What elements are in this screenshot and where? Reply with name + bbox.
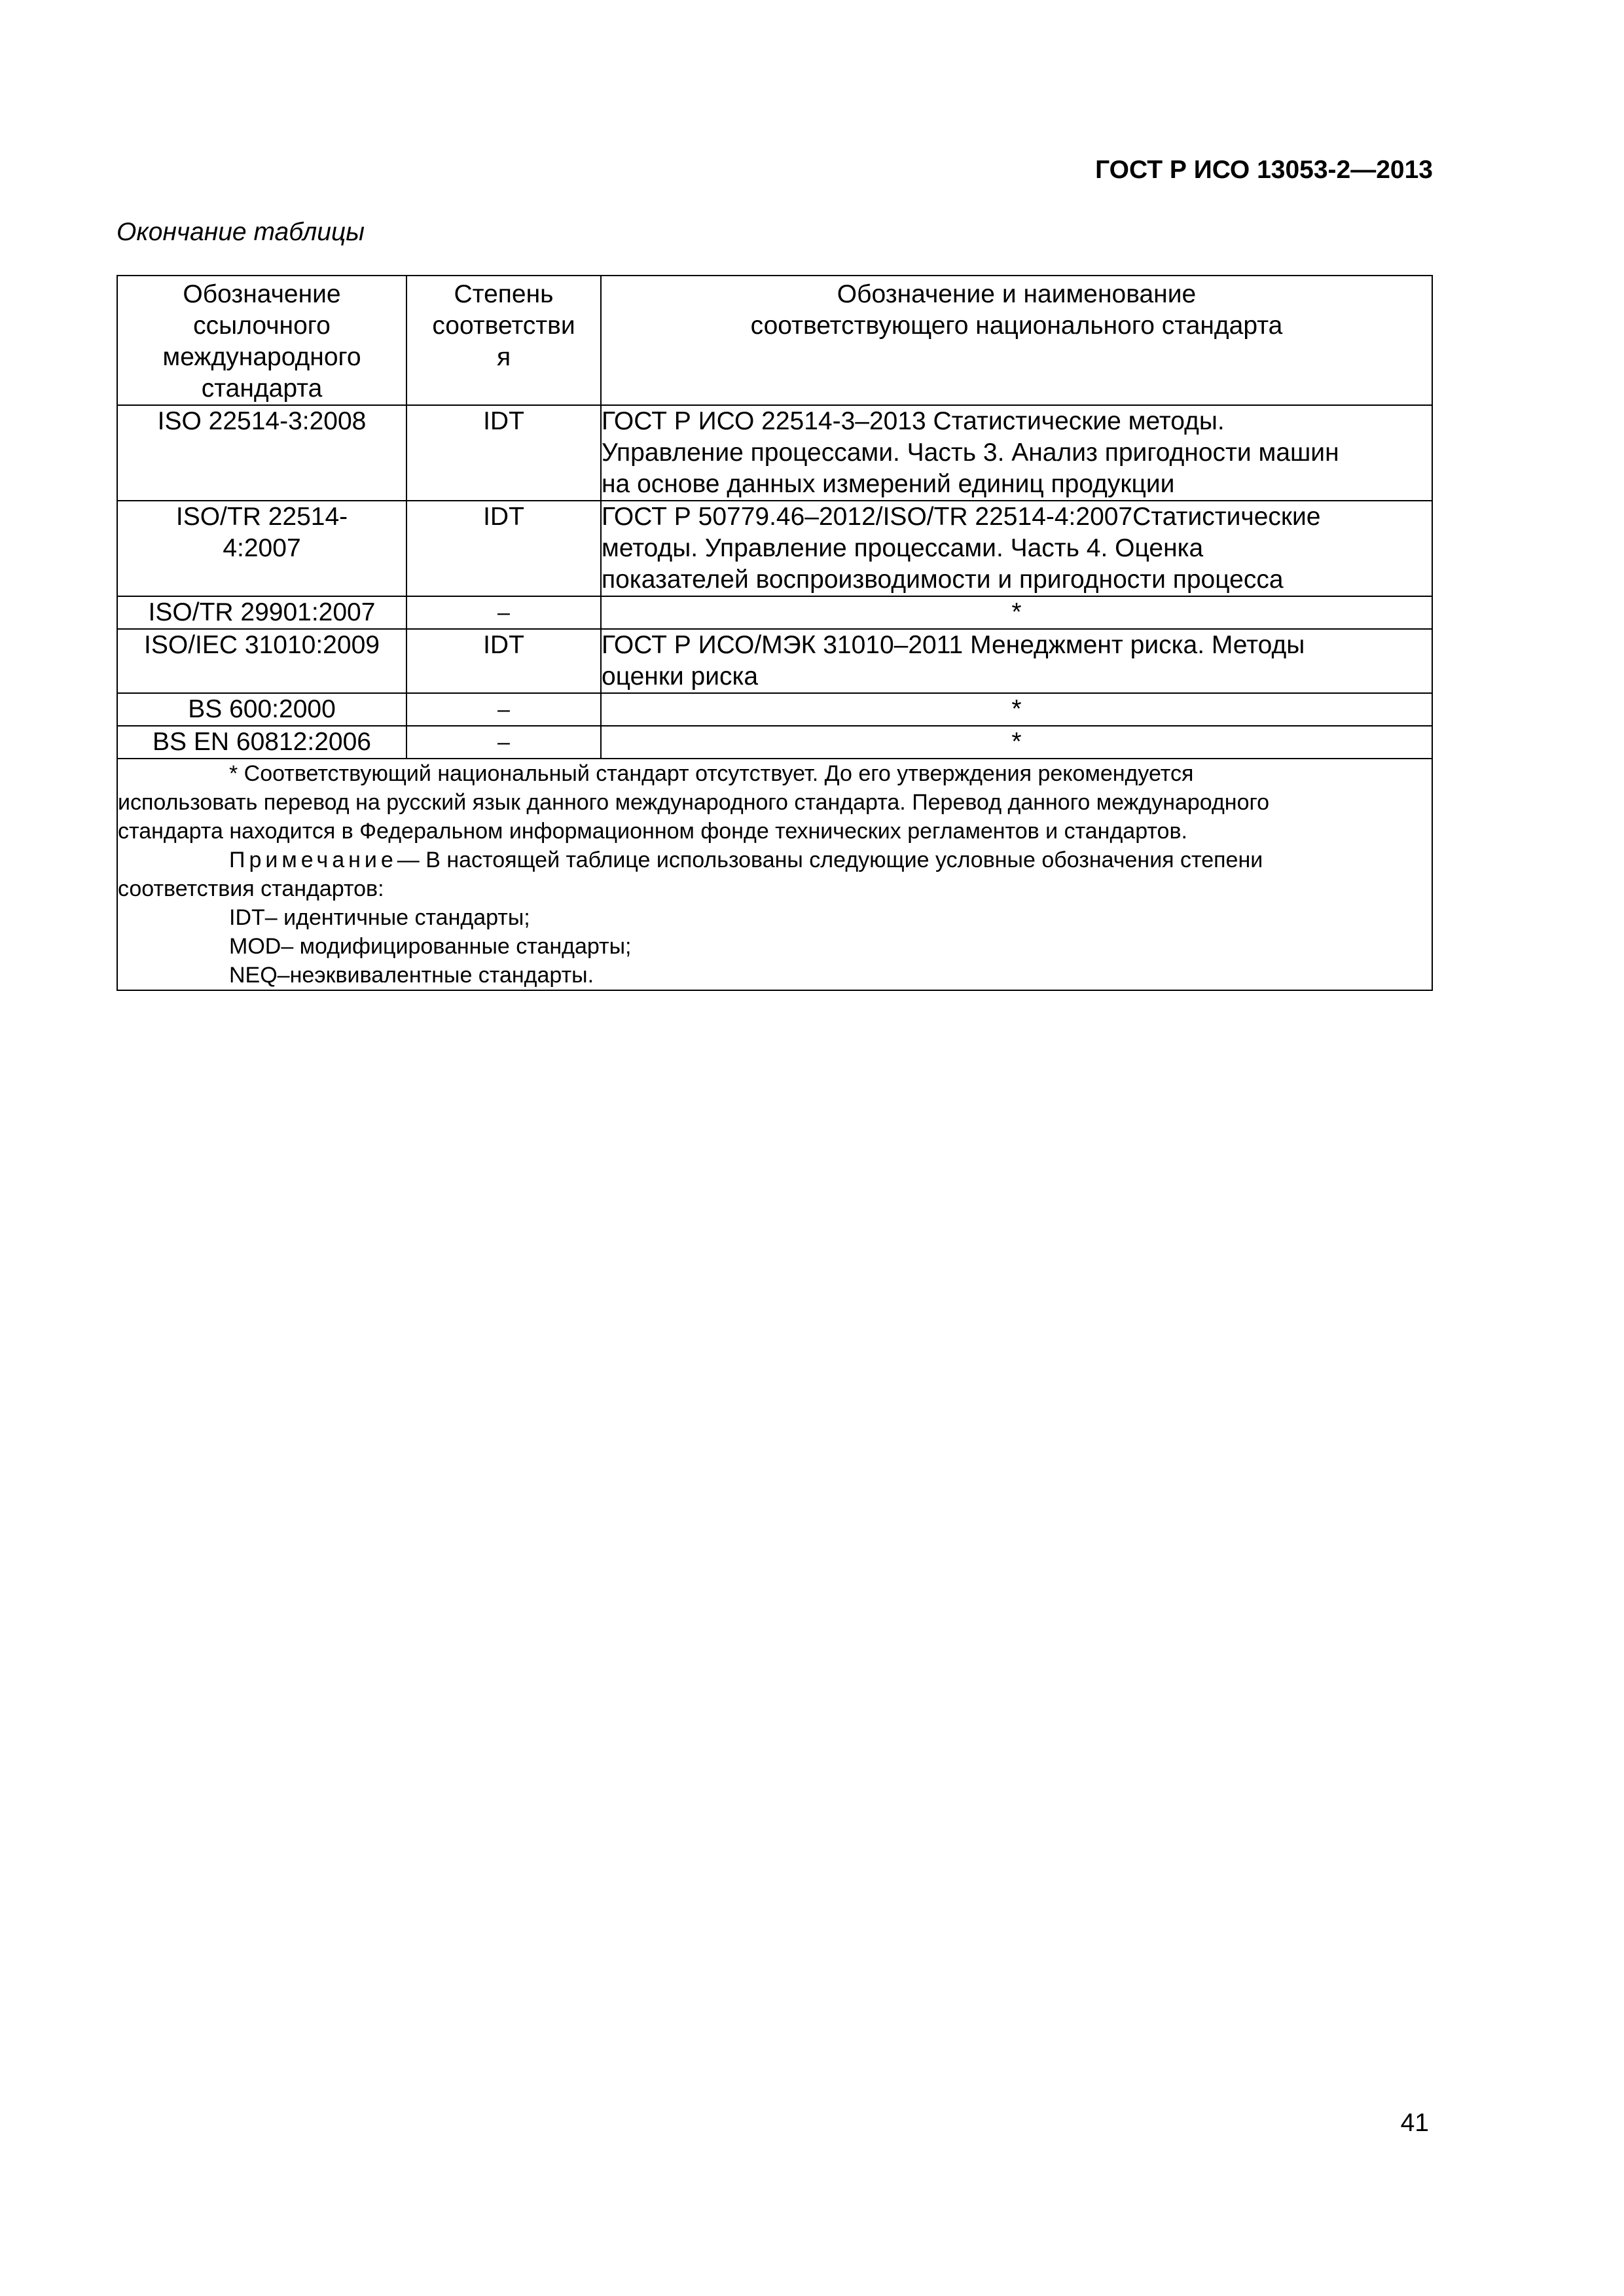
note-line: [118, 846, 1432, 874]
national-standard-cell: ГОСТ Р ИСО 22514-3–2013 Статистические методы. Управление процессами. Часть 3. Анализ пригодности машин на основе данных измерений единиц продукции: [601, 405, 1432, 501]
footnote-line: использовать перевод на русский язык данного международного стандарта. Перевод данного международного: [118, 790, 1270, 815]
table-row: [117, 629, 1432, 693]
national-standard-cell: *: [601, 596, 1432, 629]
header-degree-of-conformity: Степень соответстви я: [406, 276, 601, 405]
header-national-standard: Обозначение и наименование соответствующего национального стандарта: [601, 276, 1432, 405]
degree-cell: –: [406, 726, 601, 759]
national-standard-cell: *: [601, 726, 1432, 759]
intl-standard-cell: ISO 22514-3:2008: [117, 405, 406, 501]
degree-cell: IDT: [406, 629, 601, 693]
document-code-header: ГОСТ Р ИСО 13053-2—2013: [1095, 156, 1433, 184]
degree-cell: IDT: [406, 501, 601, 596]
national-standard-cell: *: [601, 693, 1432, 726]
national-standard-cell: ГОСТ Р 50779.46–2012/ISO/TR 22514-4:2007Статистические методы. Управление процессами. Часть 4. Оценка показателей воспроизводимости и пригодности процесса: [601, 501, 1432, 596]
footnote-star-line: * Соответствующий национальный стандарт отсутствует. До его утверждения рекомендуется: [229, 761, 1194, 786]
degree-cell: –: [406, 693, 601, 726]
footnote-line: стандарта находится в Федеральном информационном фонде технических регламентов и стандартов.: [118, 819, 1187, 844]
page-number: 41: [1400, 2109, 1429, 2137]
degree-cell: –: [406, 596, 601, 629]
table-row: [117, 726, 1432, 759]
table-footnote-row: [117, 759, 1432, 990]
table-footnote: [117, 759, 1432, 990]
intl-standard-cell: ISO/TR 22514- 4:2007: [117, 501, 406, 596]
table-row: [117, 501, 1432, 596]
intl-standard-cell: BS EN 60812:2006: [117, 726, 406, 759]
note-text: — В настоящей таблице использованы следующие условные обозначения степени: [397, 848, 1263, 872]
header-international-standard: Обозначение ссылочного международного стандарта: [117, 276, 406, 405]
national-standard-cell: ГОСТ Р ИСО/МЭК 31010–2011 Менеджмент риска. Методы оценки риска: [601, 629, 1432, 693]
legend-mod: MOD– модифицированные стандарты;: [229, 934, 632, 959]
note-label: Примечание: [229, 848, 397, 872]
intl-standard-cell: BS 600:2000: [117, 693, 406, 726]
table-caption: Окончание таблицы: [117, 218, 365, 246]
intl-standard-cell: ISO/TR 29901:2007: [117, 596, 406, 629]
table-header-row: [117, 276, 1432, 405]
reference-standards-table: [117, 275, 1433, 991]
legend-idt: IDT– идентичные стандарты;: [229, 905, 530, 930]
intl-standard-cell: ISO/IEC 31010:2009: [117, 629, 406, 693]
legend-neq: NEQ–неэквивалентные стандарты.: [229, 963, 594, 988]
note-continuation: соответствия стандартов:: [118, 876, 384, 901]
degree-cell: IDT: [406, 405, 601, 501]
table-row: [117, 405, 1432, 501]
table-row: [117, 693, 1432, 726]
table-row: [117, 596, 1432, 629]
